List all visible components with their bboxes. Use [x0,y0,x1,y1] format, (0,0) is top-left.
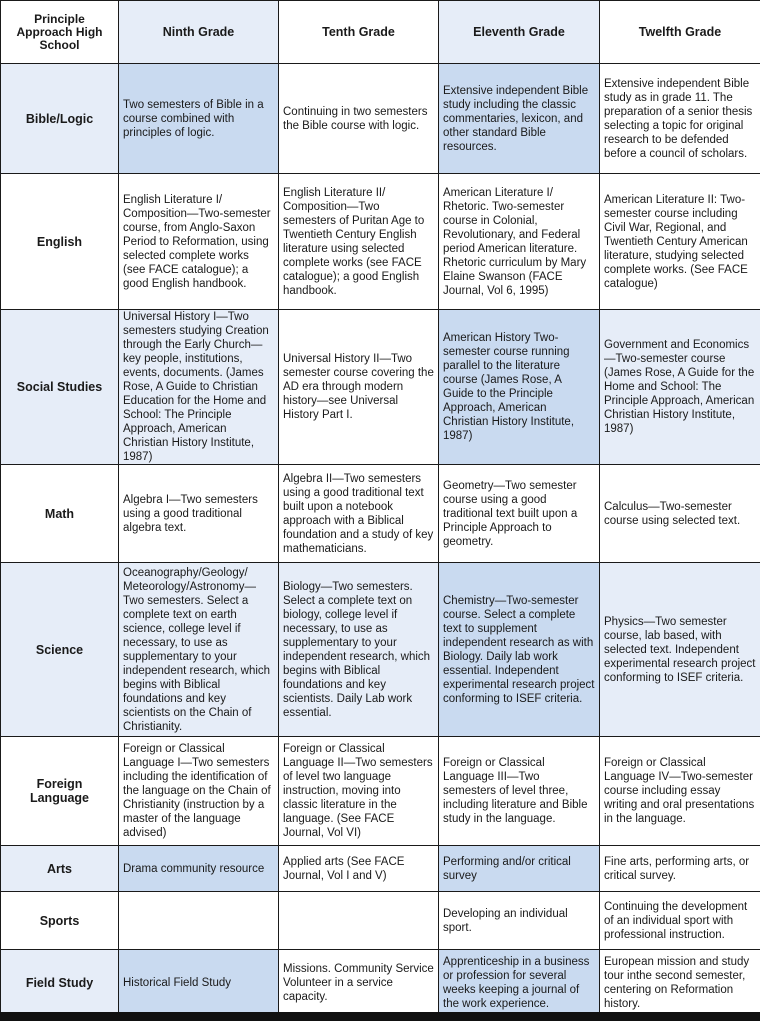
grade-header-ninth: Ninth Grade [119,1,279,64]
subject-cell [1,310,119,465]
subject-label: Arts [46,861,72,876]
row-arts [1,846,760,892]
subject-label: Science [35,642,84,657]
cell-twelfth-grade: Continuing the development of an individual sport with professional instruction. [600,892,760,950]
row-bible-logic [1,64,760,174]
cell-eleventh-grade: Foreign or Classical Language III—Two semesters of level three, including literature and Bible study in the language. [439,737,600,846]
row-math [1,465,760,563]
cell-tenth-grade: Missions. Community Service Volunteer in a service capacity. [279,950,439,1017]
cell-tenth-grade: Continuing in two semesters the Bible course with logic. [279,64,439,174]
subject-cell [1,563,119,737]
cell-eleventh-grade: Geometry—Two semester course using a good traditional text built upon a Principle Approach to geometry. [439,465,600,563]
subject-cell [1,846,119,892]
cell-tenth-grade: Applied arts (See FACE Journal, Vol I and V) [279,846,439,892]
header-row [1,1,760,64]
corner-header [1,1,119,64]
subject-cell [1,892,119,950]
subject-label: English [36,234,83,249]
cell-twelfth-grade: Extensive independent Bible study as in grade 11. The preparation of a senior thesis selecting a topic for original research to be defended before a council of scholars. [600,64,760,174]
cell-twelfth-grade: American Literature II: Two-semester course including Civil War, Regional, and Twentieth Century American literature, studying selected complete works. (See FACE catalogue) [600,174,760,310]
cell-tenth-grade: English Literature II/ Composition—Two semesters of Puritan Age to Twentieth Century English literature using selected complete works (see FACE catalogue); a good English handbook. [279,174,439,310]
row-field-study [1,950,760,1017]
subject-label: Math [44,506,75,521]
subject-label: Field Study [25,976,94,990]
corner-line-3: School [39,37,80,52]
cell-ninth-grade: Drama community resource [119,846,279,892]
grade-header-eleventh: Eleventh Grade [439,1,600,64]
cell-ninth-grade: Oceanography/Geology/ Meteorology/Astronomy—Two semesters. Select a complete text on earth science, college level if necessary, to use as supplementary to your independent research, which begins with Biblical foundations and key scientists on the Chain of Christianity. [119,563,279,737]
cell-eleventh-grade: Chemistry—Two-semester course. Select a complete text to supplement independent research as with Biology. Daily lab work essential. Independent experimental research project conforming to ISEF criteria. [439,563,600,737]
subject-cell [1,465,119,563]
subject-cell [1,737,119,846]
subject-label-line-1: Foreign [36,777,83,791]
corner-line-1: Principle [34,11,85,26]
cell-ninth-grade: Foreign or Classical Language I—Two semesters including the identification of the language on the Chain of Christianity (instruction by a master of the language advised) [119,737,279,846]
cell-eleventh-grade: Extensive independent Bible study including the classic commentaries, lexicon, and other standard Bible resources. [439,64,600,174]
cell-ninth-grade: English Literature I/ Composition—Two-semester course, from Anglo-Saxon Period to Reformation, using selected complete works (see FACE catalogue); a good English handbook. [119,174,279,310]
cell-twelfth-grade: Foreign or Classical Language IV—Two-semester course including essay writing and oral presentations in the language. [600,737,760,846]
cell-ninth-grade [119,892,279,950]
grade-header-twelfth: Twelfth Grade [600,1,760,64]
cell-ninth-grade: Algebra I—Two semesters using a good traditional algebra text. [119,465,279,563]
subject-cell [1,64,119,174]
cell-tenth-grade [279,892,439,950]
cell-twelfth-grade: Fine arts, performing arts, or critical survey. [600,846,760,892]
subject-label: Bible/Logic [25,111,94,126]
cell-ninth-grade: Historical Field Study [119,950,279,1017]
subject-label: Sports [39,913,80,928]
cell-tenth-grade: Algebra II—Two semesters using a good traditional text built upon a notebook approach with a Biblical foundation and a study of key mathematicians. [279,465,439,563]
cell-twelfth-grade: Government and Economics —Two-semester course (James Rose, A Guide for the Home and School: The Principle Approach, American Christian History Institute, 1987) [600,310,760,465]
subject-label-line-2: Language [29,791,90,805]
cell-twelfth-grade: European mission and study tour inthe second semester, centering on Reformation history. [600,950,760,1017]
cell-ninth-grade: Universal History I—Two semesters studying Creation through the Early Church—key people, institutions, events, documents. (James Rose, A Guide to Christian Education for the Home and School: The Principle Approach, American Christian History Institute, 1987) [119,310,279,465]
bottom-border-bar [0,1012,760,1021]
cell-twelfth-grade: Physics—Two semester course, lab based, with selected text. Independent experimental research project conforming to ISEF criteria. [600,563,760,737]
corner-line-2: Approach High [16,24,103,39]
subject-cell [1,950,119,1017]
cell-eleventh-grade: Apprenticeship in a business or profession for several weeks keeping a journal of the work experience. [439,950,600,1017]
cell-tenth-grade: Universal History II—Two semester course covering the AD era through modern history—see Universal History Part I. [279,310,439,465]
grade-header-tenth: Tenth Grade [279,1,439,64]
subject-cell [1,174,119,310]
cell-ninth-grade: Two semesters of Bible in a course combined with principles of logic. [119,64,279,174]
cell-eleventh-grade: American Literature I/ Rhetoric. Two-semester course in Colonial, Revolutionary, and Federal period American literature. Rhetoric curriculum by Mary Elaine Swanson (FACE Journal, Vol 6, 1995) [439,174,600,310]
cell-twelfth-grade: Calculus—Two-semester course using selected text. [600,465,760,563]
row-english [1,174,760,310]
cell-tenth-grade: Biology—Two semesters. Select a complete text on biology, college level if necessary, to use as supplementary to your independent research, which begins with Biblical foundations and key scientists. Daily Lab work essential. [279,563,439,737]
cell-eleventh-grade: American History Two-semester course running parallel to the literature course (James Rose, A Guide to the Principle Approach, American Christian History Institute, 1987) [439,310,600,465]
row-social-studies [1,310,760,465]
cell-eleventh-grade: Performing and/or critical survey [439,846,600,892]
cell-eleventh-grade: Developing an individual sport. [439,892,600,950]
cell-tenth-grade: Foreign or Classical Language II—Two semesters of level two language instruction, moving into classic literature in the language. (See FACE Journal, Vol VI) [279,737,439,846]
row-sports [1,892,760,950]
row-science [1,563,760,737]
subject-label: Social Studies [16,380,103,394]
row-foreign-language [1,737,760,846]
